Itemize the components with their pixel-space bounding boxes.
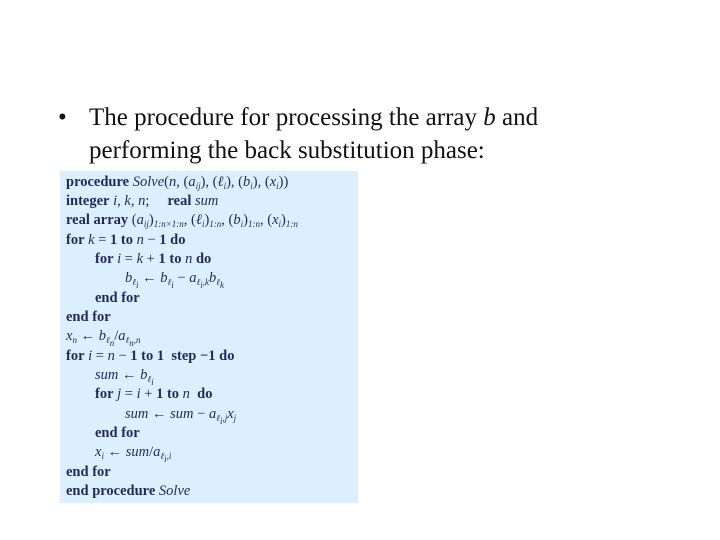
bullet-text-before: The procedure for processing the array bbox=[89, 104, 484, 131]
array-b-variable: b bbox=[483, 104, 496, 131]
pseudocode-block bbox=[60, 171, 358, 503]
code-line-for-j: for j = i + 1 to n do bbox=[95, 386, 213, 402]
code-line-for-i-backward: for i = n − 1 to 1 step −1 do bbox=[66, 348, 235, 364]
bullet-marker: • bbox=[58, 104, 67, 131]
bullet-text-after: and performing the back substitution phase: bbox=[89, 104, 539, 164]
code-line-end-procedure: end procedure Solve bbox=[66, 483, 191, 499]
code-line-compute-xi: $x_i$ ← sum/$a_{\ell_i,i}$ bbox=[95, 444, 172, 464]
code-line-for-i: for i = k + 1 to n do bbox=[95, 251, 212, 267]
code-line-sum-init: sum ← $b_{\ell_i}$ bbox=[95, 367, 154, 387]
code-line-update-b: $b_{\ell_i}$ ← $b_{\ell_i} - a_{\ell_i,k}b_{\ell_k}$ bbox=[125, 270, 224, 290]
code-line-array-decl: real array $(a_{ij})_{1:n\times 1:n}$, $(\ell_i)_{1:n}$, $(b_i)_{1:n}$, $(x_i)_{1:n}$ bbox=[66, 212, 298, 229]
code-line-sum-update: sum ← sum − $a_{\ell_i,j}x_j$ bbox=[125, 406, 237, 426]
code-line-compute-xn: $x_n$ ← $b_{\ell_n}/a_{\ell_n,n}$ bbox=[66, 328, 141, 348]
code-line-integer-decl: integer i, k, n; real sum bbox=[66, 193, 219, 209]
code-line-for-k: for k = 1 to n − 1 do bbox=[66, 232, 186, 248]
code-line-end-for-i: end for bbox=[66, 464, 111, 480]
bullet-text bbox=[89, 101, 649, 167]
code-line-procedure-header: procedure Solve(n, $(a_{ij})$, (ℓ$_i$), $(b_i)$, $(x_i)$) bbox=[66, 174, 289, 191]
code-line-end-for-j: end for bbox=[95, 425, 140, 441]
code-line-end-for-inner: end for bbox=[95, 290, 140, 306]
code-line-end-for-outer: end for bbox=[66, 309, 111, 325]
